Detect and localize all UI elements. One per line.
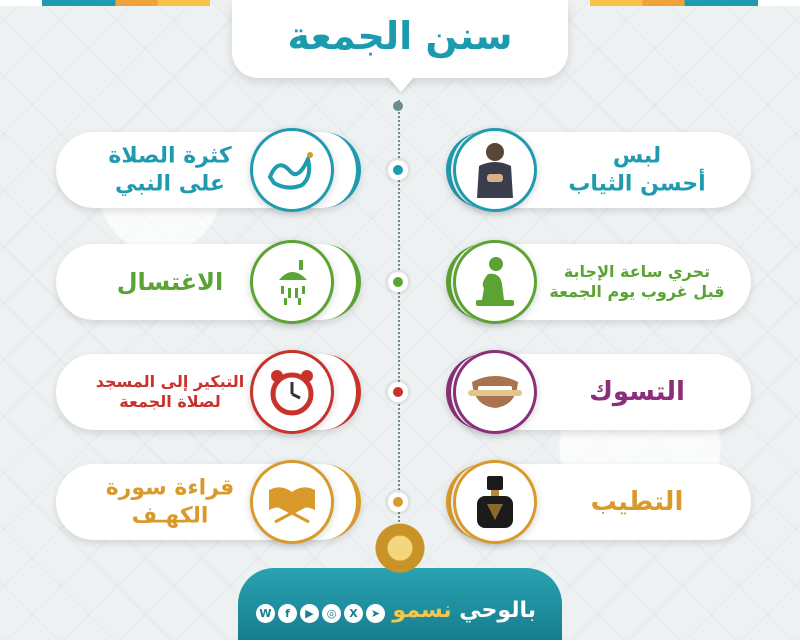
sunnah-card-early (56, 354, 361, 430)
clothing-icon (453, 128, 537, 212)
praying-person-icon (453, 240, 537, 324)
sunnah-label: قراءة سورة الكهـف (105, 475, 235, 528)
x-icon[interactable]: X (344, 604, 363, 623)
title-card (232, 0, 568, 78)
telegram-icon[interactable]: ➤ (366, 604, 385, 623)
page-title: سنن الجمعة (287, 14, 513, 58)
timeline-start-dot (393, 101, 403, 111)
timeline-node-2 (388, 272, 408, 292)
facebook-icon[interactable]: f (278, 604, 297, 623)
sunnah-card-salawat (56, 132, 361, 208)
top-decor-left (0, 0, 210, 6)
sunnah-label: التسوك (589, 376, 685, 407)
whatsapp-icon[interactable]: W (256, 604, 275, 623)
miswak-icon (453, 350, 537, 434)
youtube-icon[interactable]: ▶ (300, 604, 319, 623)
sunnah-label: التبكير إلى المسجد لصلاة الجمعة (95, 372, 245, 411)
timeline-node-4 (388, 492, 408, 512)
sunnah-card-kahf (56, 464, 361, 540)
sunnah-card-ghusl (56, 244, 361, 320)
title-pointer (387, 76, 415, 92)
sunnah-label: التطيب (590, 486, 684, 517)
sunnah-card-perfume (446, 464, 751, 540)
sunnah-label: الاغتسال (116, 268, 224, 296)
sunnah-card-hour (446, 244, 751, 320)
timeline-node-1 (388, 160, 408, 180)
sunnah-label: كثرة الصلاة على النبي (108, 143, 232, 196)
sunnah-label: تحري ساعة الإجابة قبل غروب يوم الجمعة (549, 262, 725, 301)
sunnah-label: لبس أحسن الثياب (568, 143, 706, 196)
instagram-icon[interactable]: ◎ (322, 604, 341, 623)
sunnah-card-miswak (446, 354, 751, 430)
top-decor-right (590, 0, 800, 6)
perfume-bottle-icon (453, 460, 537, 544)
timeline-node-3 (388, 382, 408, 402)
emblem-logo-icon (374, 522, 426, 580)
brand-text: بالوحي نسمو (392, 598, 536, 623)
sunnah-card-clothing (446, 132, 751, 208)
social-icons (256, 604, 385, 623)
